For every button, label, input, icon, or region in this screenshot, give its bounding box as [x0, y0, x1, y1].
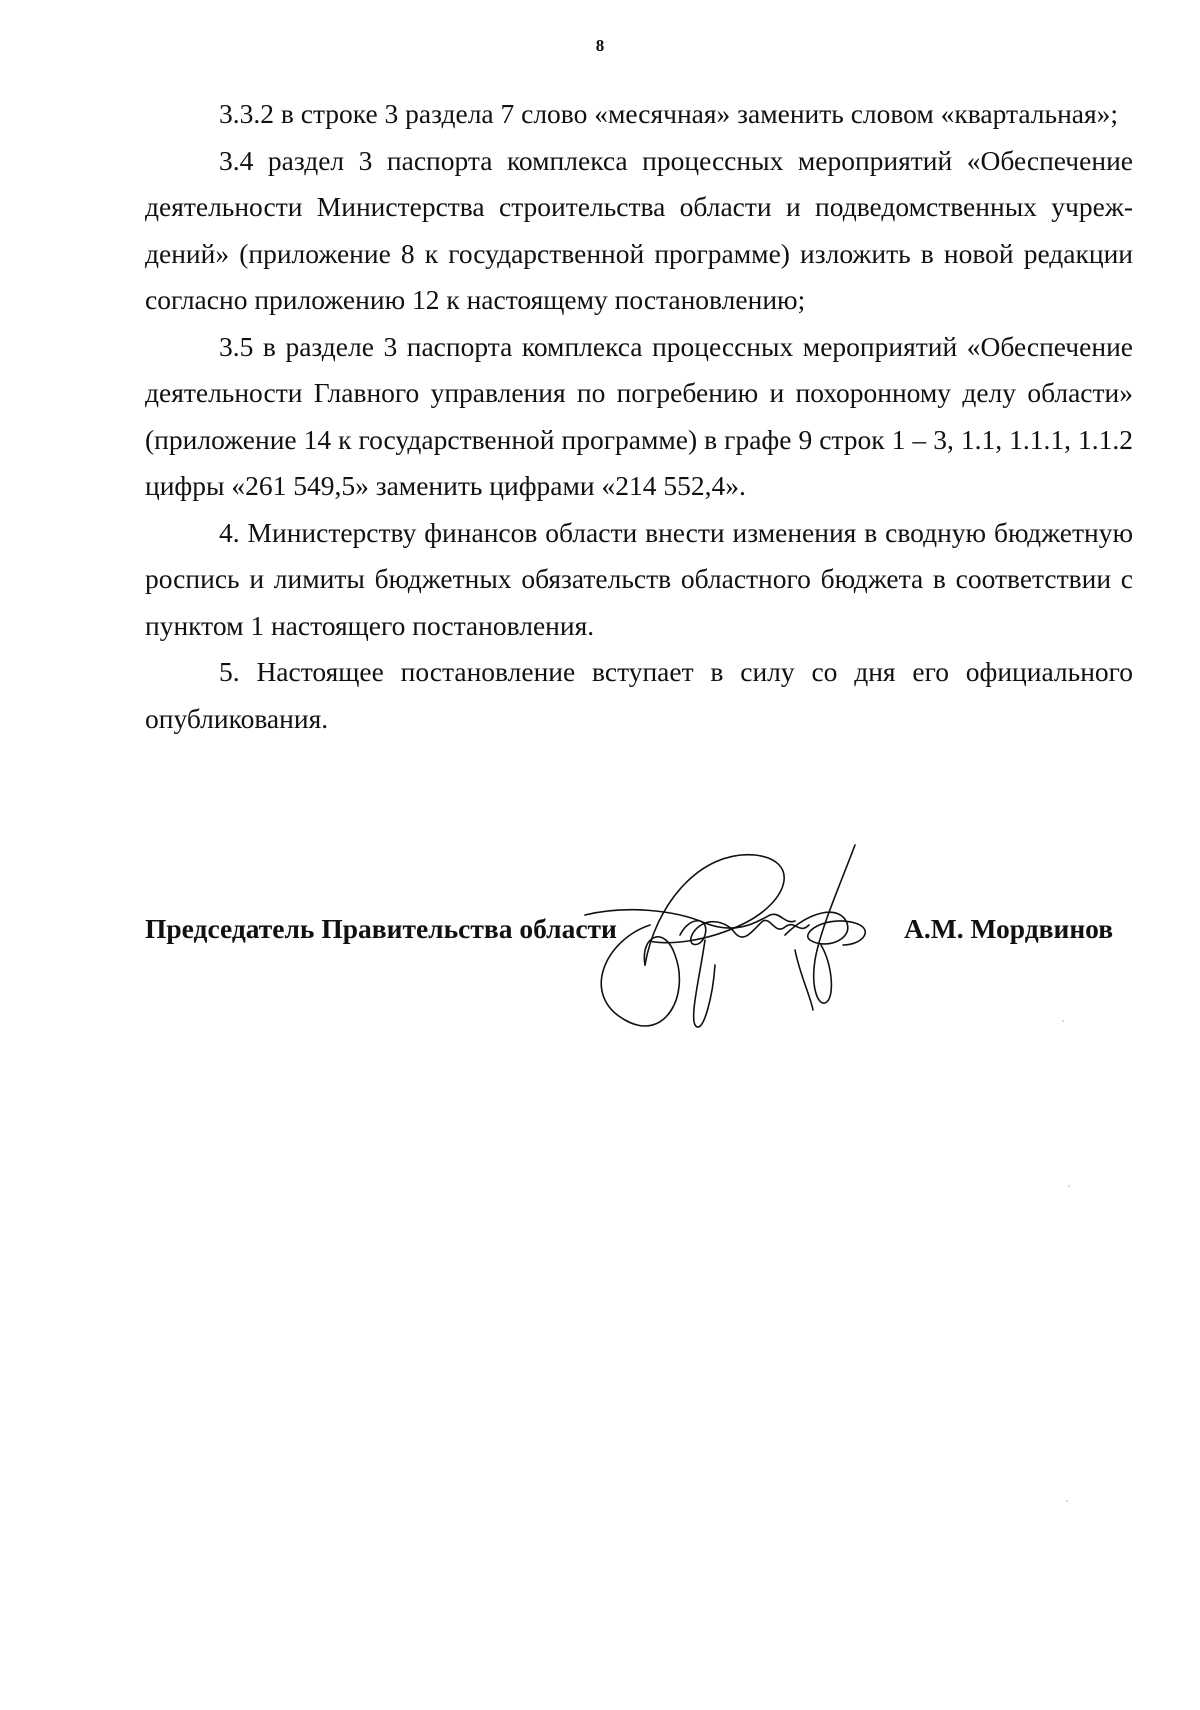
- paragraph-3-4: 3.4 раздел 3 паспорта комплекса процессных мероприятий «Обеспечение деятельности Министерства строительства области и подведомственных учреждений» (приложение 8 к государственной программе) изложить в новой редакции согласно приложению 12 к настоящему постановлению;: [145, 144, 1133, 315]
- paragraph-3-5: 3.5 в разделе 3 паспорта комплекса процессных мероприятий «Обеспечение деятельности Главного управления по погребению и похоронному делу области» (приложение 14 к государственной программе) в графе 9 строк 1 – 3, 1.1, 1.1.1, 1.1.2 цифры «261 549,5» заменить цифрами «214 552,4».: [145, 330, 1133, 501]
- signer-title: Председатель Правительства области: [145, 913, 617, 944]
- signer-name: А.М. Мордвинов: [904, 913, 1114, 944]
- scan-speck: [1062, 1020, 1064, 1022]
- page-number: 8: [595, 36, 605, 55]
- handwritten-signature: [585, 845, 955, 1055]
- scan-speck: [1066, 1500, 1068, 1502]
- paragraph-4: 4. Министерству финансов области внести изменения в сводную бюджетную роспись и лимиты бюджетных обязательств областного бюджета в соответствии с пунктом 1 настоящего постановления.: [145, 516, 1133, 641]
- paragraph-5: 5. Настоящее постановление вступает в силу со дня его официального опубликования.: [145, 656, 1133, 734]
- scan-speck: [1068, 1185, 1070, 1187]
- paragraph-3-3-2: 3.3.2 в строке 3 раздела 7 слово «месячная» заменить словом «квартальная»;: [219, 98, 1119, 129]
- document-body: [145, 91, 1133, 742]
